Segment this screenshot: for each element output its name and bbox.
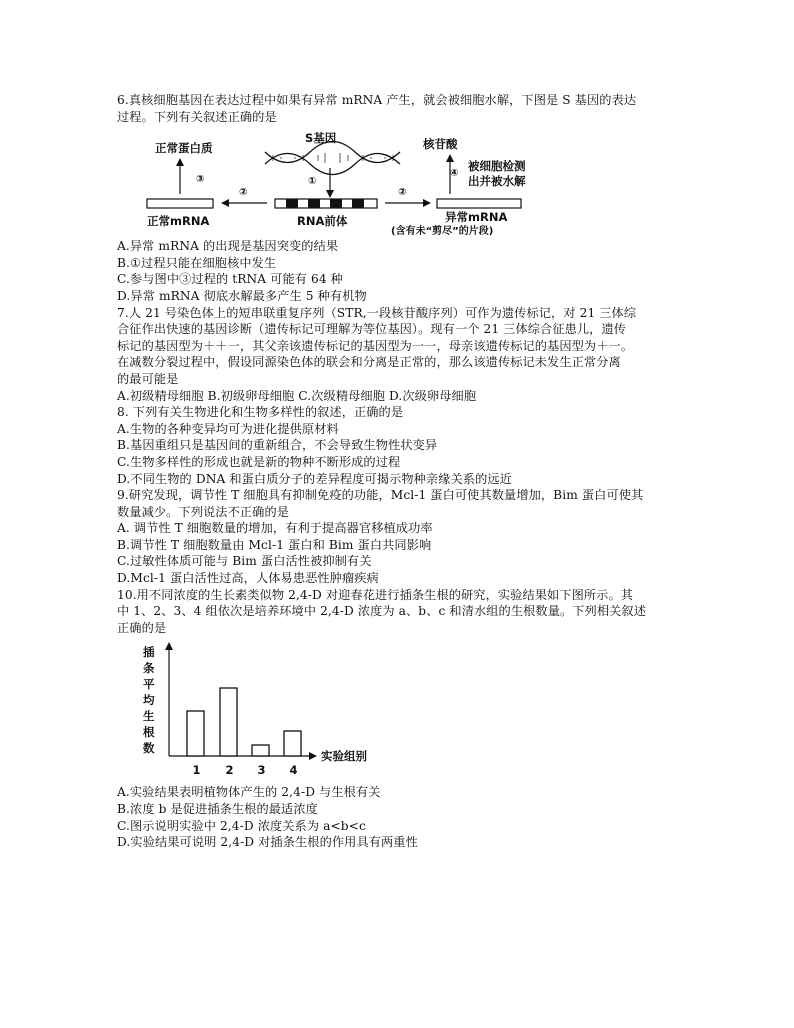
svg-text:③: ③: [196, 174, 205, 186]
gene-expression-svg: [145, 128, 565, 236]
normal-mrna-label: 正常mRNA: [147, 214, 210, 229]
exam-page: [117, 92, 687, 851]
y-axis-label: [143, 645, 155, 755]
normal-protein-label: 正常蛋白质: [155, 141, 213, 156]
q7-stem-line5: 的最可能是: [117, 371, 179, 386]
q8-stem: 8. 下列有关生物进化和生物多样性的叙述，正确的是: [117, 405, 404, 420]
chart-svg: [135, 642, 367, 782]
q8-option-a: A.生物的各种变异均可为进化提供原材料: [117, 421, 339, 436]
arrow-left-icon: [221, 199, 229, 207]
q10-stem-line1: 10.用不同浓度的生长素类似物 2,4-D 对迎春花进行插条生根的研究，实验结果如下图所示。其: [117, 587, 634, 602]
tick-labels-group: [193, 763, 298, 777]
q9-option-c: C.过敏性体质可能与 Bim 蛋白活性被抑制有关: [117, 554, 372, 569]
q6-option-c: C.参与图中③过程的 tRNA 可能有 64 种: [117, 272, 343, 287]
q6-stem-line2: 过程。下列有关叙述正确的是: [117, 109, 277, 124]
q7-options: A.初级精母细胞 B.初级卵母细胞 C.次级精母细胞 D.次级卵母细胞: [117, 388, 477, 403]
q9-stem-line2: 数量减少。下列说法不正确的是: [117, 504, 290, 519]
q6-option-b: B.①过程只能在细胞核中发生: [117, 255, 277, 270]
q10-option-a: A.实验结果表明植物体产生的 2,4-D 与生根有关: [117, 785, 381, 800]
q9-stem-line1: 9.研究发现，调节性 T 细胞具有抑制免疫的功能，Mcl-1 蛋白可使其数量增加，Bim 蛋白可使其: [117, 488, 644, 503]
tick-label-2: 2: [225, 763, 234, 778]
bar-group-4: [284, 731, 301, 756]
svg-text:④: ④: [450, 168, 459, 180]
y-label-char: 根: [143, 725, 155, 740]
bar-group-2: [220, 688, 237, 756]
arrow-up-icon-2: [446, 154, 454, 162]
step1-label: ①: [308, 176, 317, 188]
q9-option-b: B.调节性 T 细胞数量由 Mcl-1 蛋白和 Bim 蛋白共同影响: [117, 537, 432, 552]
bars-group: [187, 688, 301, 756]
q8-option-c: C.生物多样性的形成也就是新的物种不断形成的过程: [117, 454, 401, 469]
gene-label: S基因: [305, 131, 337, 146]
q6-option-d: D.异常 mRNA 彻底水解最多产生 5 种有机物: [117, 288, 367, 303]
q7-stem-line2: 合征作出快速的基因诊断（遗传标记可理解为等位基因）。现有一个 21 三体综合征患儿，遗传: [117, 322, 627, 337]
q10-stem-line3: 正确的是: [117, 620, 167, 635]
dna-rungs: [273, 153, 393, 163]
q10-option-c: C.图示说明实验中 2,4-D 浓度关系为 a<b<c: [117, 818, 366, 833]
rooting-bar-chart: [135, 642, 367, 782]
bar-group-3: [252, 745, 269, 756]
y-label-char: 插: [143, 645, 155, 660]
tick-label-4: 4: [289, 763, 298, 778]
arrow-up-icon: [176, 158, 184, 166]
abnormal-mrna-note: (含有未“剪尽”的片段): [391, 226, 494, 238]
y-label-char: 平: [143, 677, 155, 692]
x-axis-arrow-icon: [309, 752, 317, 760]
detected-line2: 出并被水解: [468, 174, 526, 189]
q7-stem-line1: 7.人 21 号染色体上的短串联重复序列（STR,一段核苷酸序列）可作为遗传标记，对 21 三体综: [117, 305, 637, 320]
q7-stem-line4: 在减数分裂过程中，假设同源染色体的联会和分离是正常的，那么该遗传标记未发生正常分离: [117, 355, 621, 370]
arrow-right-icon: [423, 199, 431, 207]
x-axis-label: 实验组别: [321, 749, 367, 764]
q6-stem-line1: 6.真核细胞基因在表达过程中如果有异常 mRNA 产生，就会被细胞水解，下图是 S 基因的表达: [117, 93, 637, 107]
gene-expression-diagram: [145, 128, 565, 236]
dna-strand-2: [265, 154, 400, 175]
svg-text:②: ②: [239, 187, 248, 199]
abnormal-mrna-bar: [437, 199, 521, 208]
q8-option-d: D.不同生物的 DNA 和蛋白质分子的差异程度可揭示物种亲缘关系的远近: [117, 471, 512, 486]
abnormal-mrna-label: 异常mRNA: [445, 210, 508, 225]
q10-option-d: D.实验结果可说明 2,4-D 对插条生根的作用具有两重性: [117, 835, 418, 850]
nucleotide-label: 核苷酸: [423, 137, 458, 152]
q10-option-b: B.浓度 b 是促进插条生根的最适浓度: [117, 802, 318, 817]
q8-option-b: B.基因重组只是基因间的重新组合，不会导致生物性状变异: [117, 438, 438, 453]
q7-stem-line3: 标记的基因型为＋＋一，其父亲该遗传标记的基因型为一一，母亲该遗传标记的基因型为＋一。: [117, 338, 634, 353]
y-label-char: 生: [143, 709, 155, 724]
q9-option-d: D.Mcl-1 蛋白活性过高，人体易患恶性肿瘤疾病: [117, 571, 379, 586]
tick-label-3: 3: [257, 763, 266, 778]
q10-stem-line2: 中 1、2、3、4 组依次是培养环境中 2,4-D 浓度为 a、b、c 和清水组的生根数量。下列相关叙述: [117, 604, 646, 619]
q6-option-a: A.异常 mRNA 的出现是基因突变的结果: [117, 239, 339, 254]
svg-text:②: ②: [398, 187, 407, 199]
y-label-char: 数: [143, 741, 155, 756]
y-axis-arrow-icon: [165, 642, 173, 650]
rna-precursor-label: RNA前体: [297, 214, 348, 229]
y-label-char: 条: [143, 661, 155, 676]
normal-mrna-bar: [147, 199, 213, 208]
q9-option-a: A. 调节性 T 细胞数量的增加，有利于提高器官移植成功率: [117, 521, 433, 536]
detected-line1: 被细胞检测: [468, 159, 526, 174]
tick-label-1: 1: [192, 763, 201, 778]
bar-group-1: [187, 711, 204, 756]
arrow-down-icon: [326, 190, 334, 198]
y-label-char: 均: [143, 693, 155, 708]
